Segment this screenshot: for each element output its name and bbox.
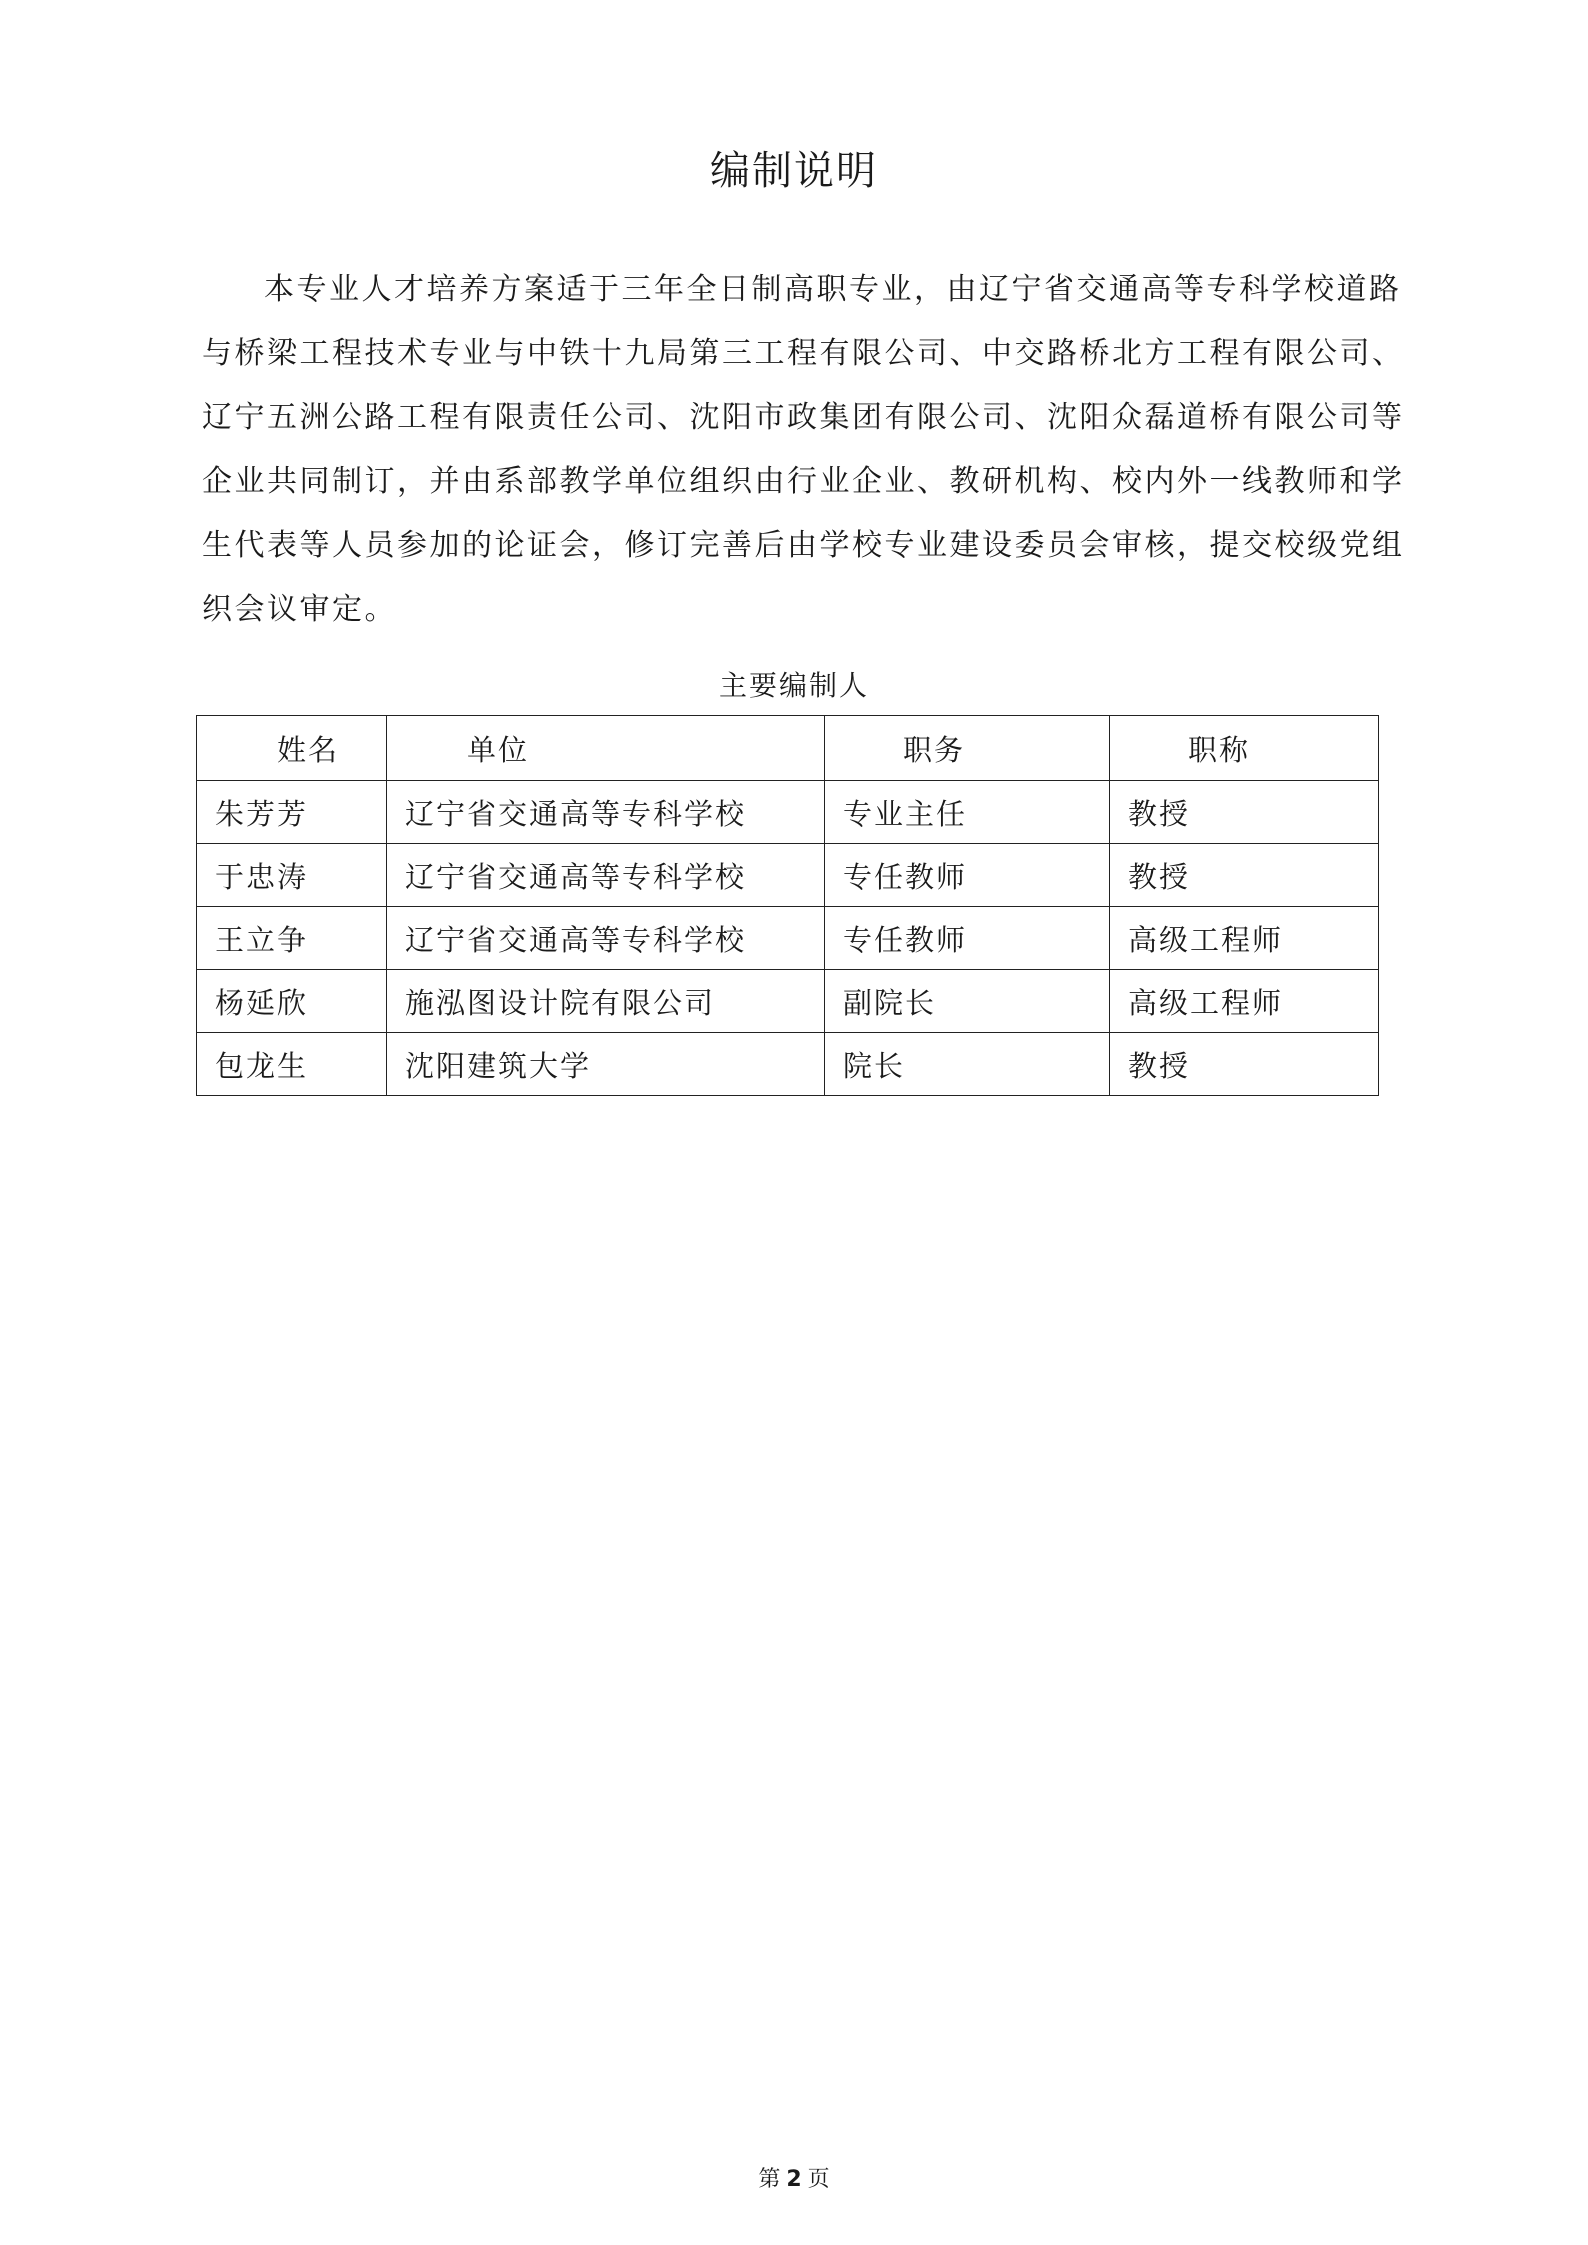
- table-row: [197, 844, 1379, 907]
- column-header-position: 职务: [825, 716, 1110, 781]
- intro-line: 生代表等人员参加的论证会，修订完善后由学校专业建设委员会审核，提交校级党组: [202, 528, 1405, 563]
- cell-name: 朱芳芳: [197, 781, 387, 844]
- cell-position: 专任教师: [825, 907, 1110, 970]
- intro-line: 辽宁五洲公路工程有限责任公司、沈阳市政集团有限公司、沈阳众磊道桥有限公司等: [202, 400, 1405, 435]
- table-caption: 主要编制人: [718, 669, 869, 702]
- cell-title: 高级工程师: [1110, 907, 1379, 970]
- table-row: [197, 970, 1379, 1033]
- cell-unit: 沈阳建筑大学: [387, 1033, 825, 1096]
- cell-name: 王立争: [197, 907, 387, 970]
- page-title: 编制说明: [710, 148, 878, 194]
- editors-table: [196, 715, 1379, 1096]
- cell-position: 院长: [825, 1033, 1110, 1096]
- page-footer: [0, 2165, 1588, 2195]
- page-number: 2: [786, 2167, 802, 2192]
- table-row: [197, 907, 1379, 970]
- column-header-name: 姓名: [197, 716, 387, 781]
- cell-name: 于忠涛: [197, 844, 387, 907]
- cell-name: 包龙生: [197, 1033, 387, 1096]
- cell-unit: 施泓图设计院有限公司: [387, 970, 825, 1033]
- table-header-row: [197, 716, 1379, 781]
- footer-suffix: 页: [807, 2167, 830, 2192]
- table-row: [197, 1033, 1379, 1096]
- cell-unit: 辽宁省交通高等专科学校: [387, 844, 825, 907]
- table-row: [197, 781, 1379, 844]
- cell-unit: 辽宁省交通高等专科学校: [387, 907, 825, 970]
- cell-title: 教授: [1110, 844, 1379, 907]
- cell-name: 杨延欣: [197, 970, 387, 1033]
- intro-line: 本专业人才培养方案适于三年全日制高职专业，由辽宁省交通高等专科学校道路: [264, 272, 1402, 307]
- cell-position: 专业主任: [825, 781, 1110, 844]
- cell-unit: 辽宁省交通高等专科学校: [387, 781, 825, 844]
- cell-title: 教授: [1110, 781, 1379, 844]
- column-header-unit: 单位: [387, 716, 825, 781]
- intro-paragraph: [202, 258, 1405, 642]
- intro-line: 企业共同制订，并由系部教学单位组织由行业企业、教研机构、校内外一线教师和学: [202, 464, 1405, 499]
- column-header-title: 职称: [1110, 716, 1379, 781]
- cell-position: 专任教师: [825, 844, 1110, 907]
- cell-position: 副院长: [825, 970, 1110, 1033]
- intro-line: 与桥梁工程技术专业与中铁十九局第三工程有限公司、中交路桥北方工程有限公司、: [202, 336, 1405, 371]
- footer-prefix: 第: [758, 2167, 781, 2192]
- cell-title: 教授: [1110, 1033, 1379, 1096]
- cell-title: 高级工程师: [1110, 970, 1379, 1033]
- intro-line: 织会议审定。: [202, 592, 397, 627]
